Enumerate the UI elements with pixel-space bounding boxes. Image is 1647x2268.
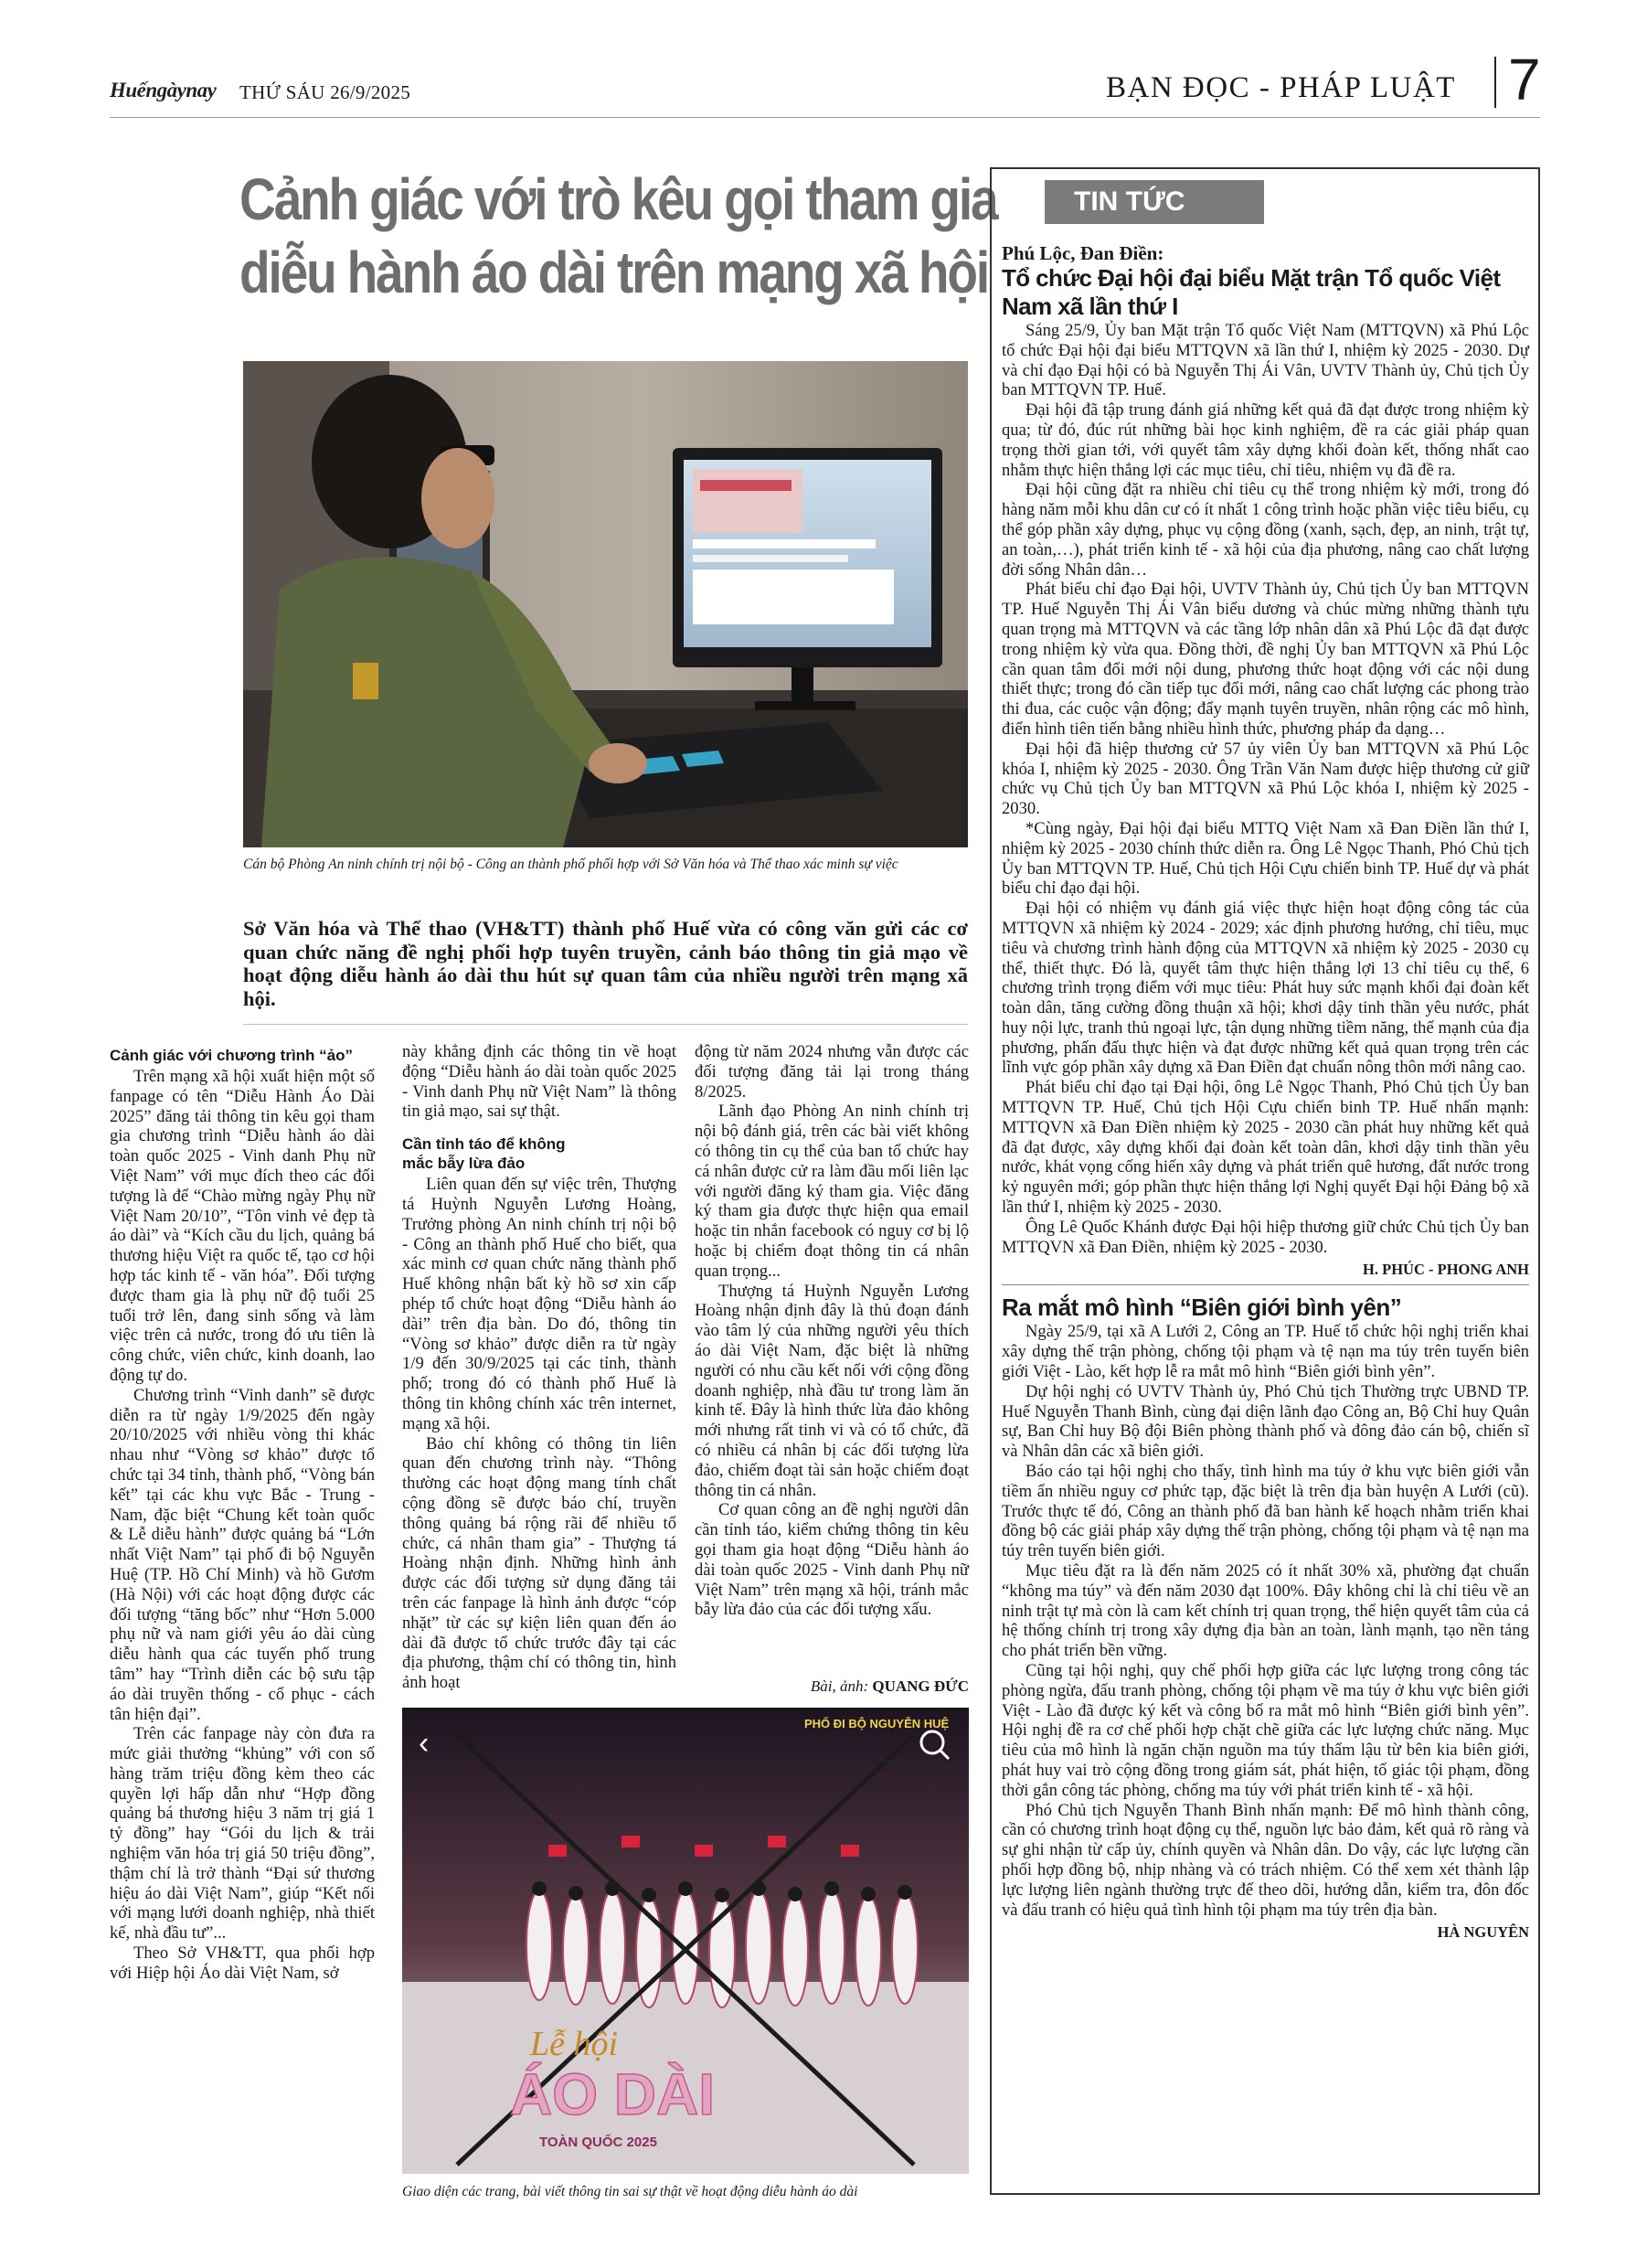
story2-paragraph: Ngày 25/9, tại xã A Lưới 2, Công an TP. Huế tổ chức hội nghị triển khai xây dựng thế trận phòng, chống tội phạm và tệ nạn ma túy trên tuyến biên giới Việt - Lào, kết hợp lễ ra mắt mô hình “Biên giới bình yên”.	[1002, 1322, 1529, 1382]
festival-logo-script: Lễ hội	[530, 2025, 619, 2063]
photo-fake-parade-screenshot	[402, 1708, 969, 2174]
issue-date: THỨ SÁU 26/9/2025	[239, 81, 411, 103]
col2-paragraph: này khẳng định các thông tin về hoạt động “Diễu hành áo dài toàn quốc 2025 - Vinh danh Phụ nữ Việt Nam” là thông tin giả mạo, sai sự thật.	[402, 1042, 676, 1122]
article-column-1	[110, 1042, 375, 1984]
masthead-logo: Huếngàynay	[110, 79, 217, 101]
story2-paragraph: Báo cáo tại hội nghị cho thấy, tình hình ma túy ở khu vực biên giới vẫn tiềm ẩn nhiều nguy cơ phức tạp, đặc biệt là trên địa bàn huyện A Lưới (cũ). Trước thực tế đó, Công an thành phố đã ban hành kế hoạch nhằm triển khai đồng bộ các giải pháp xây dựng thế trận phòng, chống tội phạm và tệ nạn ma túy trên tuyến biên giới.	[1002, 1462, 1529, 1561]
story1-paragraph: *Cùng ngày, Đại hội đại biểu MTTQ Việt Nam xã Đan Điền lần thứ I, nhiệm kỳ 2025 - 2030 chính thức diễn ra. Ông Lê Ngọc Thanh, Phó Chủ tịch Ủy ban MTTQVN TP. Huế, Chủ tịch Hội Cựu chiến binh TP. Huế dự và phát biểu chỉ đạo đại hội.	[1002, 818, 1529, 899]
byline-prefix: Bài, ảnh:	[810, 1677, 869, 1695]
story2-title: Ra mắt mô hình “Biên giới bình yên”	[1002, 1294, 1402, 1322]
story1-title	[1002, 264, 1529, 321]
story2-paragraph: Phó Chủ tịch Nguyễn Thanh Bình nhấn mạnh: Để mô hình thành công, cần có chương trình hoạt động cụ thể, nguồn lực bảo đảm, kết quả rõ ràng và sự ghi nhận từ cấp ủy, chính quyền và Nhân dân. Do vậy, các lực lượng cần phối hợp đồng bộ, nhịp nhàng và có trách nhiệm. Có thể xem xét thành lập lực lượng liên ngành thường trực để theo dõi, hướng dẫn, kiểm tra, đôn đốc và đấu tranh có hiệu quả tình hình tội phạm ma túy trên địa bàn.	[1002, 1800, 1529, 1920]
story1-paragraph: Đại hội có nhiệm vụ đánh giá việc thực hiện hoạt động công tác của MTTQVN xã nhiệm kỳ 2024 - 2029; xác định phương hướng, chỉ tiêu, mục tiêu và chương trình hành động của MTTQVN xã nhiệm kỳ 2025 - 2030 cụ thể, thiết thực. Đó là, quyết tâm thực hiện thắng lợi 13 chỉ tiêu cụ thể, 6 chương trình trọng điểm với mục tiêu: Phát huy sức mạnh khối đại đoàn kết toàn dân, tăng cường đồng thuận xã hội; khơi dậy tinh thần yêu nước, phát huy nội lực, tranh thủ ngoại lực, tận dụng những tiềm năng, thế mạnh của địa phương, phấn đấu thực hiện và đạt được những kết quả quan trọng trên các lĩnh vực góp phần xây dựng xã Đan Điền đạt chuẩn nông thôn mới nâng cao.	[1002, 899, 1529, 1078]
photo-officer-at-computer	[243, 361, 968, 847]
story1-kicker: Phú Lộc, Đan Điền:	[1002, 242, 1164, 264]
col1-paragraph: Trên các fanpage này còn đưa ra mức giải thưởng “khủng” với con số hàng trăm triệu đồng kèm theo các quyền lợi hấp dẫn như “Hợp đồng quảng bá thương hiệu 3 năm trị giá 1 tỷ đồng” hay “Gói du lịch & trải nghiệm văn hóa trị giá 50 triệu đồng”, thậm chí là trở thành “Đại sứ thương hiệu áo dài Việt Nam”, giúp “Kết nối với mạng lưới doanh nghiệp, nhà thiết kế, nhà đầu tư”...	[110, 1724, 375, 1943]
article-column-3	[695, 1042, 969, 1620]
col3-paragraph: Lãnh đạo Phòng An ninh chính trị nội bộ đánh giá, trên các bài viết không có thông tin cụ thể của ban tổ chức hay cá nhân được cử ra làm đầu mối liên lạc với người đăng ký tham gia. Việc đăng ký tham gia được thực hiện qua email hoặc tin nhắn facebook có nguy cơ bị lộ hoặc bị chiếm đoạt thông tin cá nhân quan trọng...	[695, 1102, 969, 1281]
story1-paragraph: Đại hội đã tập trung đánh giá những kết quả đã đạt được trong nhiệm kỳ qua; từ đó, đúc rút những bài học kinh nghiệm, đề ra các giải pháp quan trọng thời gian tới, với quyết tâm xây dựng khối đoàn kết, thống nhất cao nhằm thực hiện thắng lợi các mục tiêu, chỉ tiêu, nhiệm vụ đã đề ra.	[1002, 400, 1529, 480]
photo1-caption: Cán bộ Phòng An ninh chính trị nội bộ - Công an thành phố phối hợp với Sở Văn hóa và Thể thao xác minh sự việc	[243, 857, 898, 872]
article-column-2	[402, 1042, 676, 1693]
story1-paragraph: Đại hội cũng đặt ra nhiều chỉ tiêu cụ thể trong nhiệm kỳ mới, trong đó hàng năm mỗi khu dân cư có ít nhất 1 công trình hoặc phần việc tiêu biểu, cụ thể góp phần xây dựng, phục vụ cộng đồng (xanh, sạch, đẹp, an ninh, trật tự, an toàn,…), phát triển kinh tế - xã hội của địa phương, nâng cao chất lượng đời sống Nhân dân…	[1002, 480, 1529, 580]
col1-paragraph: Trên mạng xã hội xuất hiện một số fanpage có tên “Diễu Hành Áo Dài 2025” đăng tải thông tin kêu gọi tham gia chương trình “Diễu hành áo dài toàn quốc 2025 - Vinh danh Phụ nữ Việt Nam” với mục đích theo các đối tượng là để “Chào mừng ngày Phụ nữ Việt Nam 20/10”, “Tôn vinh vẻ đẹp tà áo dài” và “Kích cầu du lịch, quảng bá thương hiệu Việt ra quốc tế, tạo cơ hội hợp tác kinh tế - văn hóa”. Đối tượng được tham gia là phụ nữ độ tuổi 25 tuổi trở lên, đang sinh sống và làm việc trên cả nước, trong đó ưu tiên là công chức, viên chức, kinh doanh, lao động tự do.	[110, 1067, 375, 1385]
article-title-line-2: diễu hành áo dài trên mạng xã hội	[239, 240, 988, 305]
story1-title-line-2: Nam xã lần thứ I	[1002, 293, 1178, 320]
story2-byline: HÀ NGUYÊN	[1437, 1923, 1529, 1942]
subhead-alert-line-1: Cần tỉnh táo để không	[402, 1135, 566, 1154]
col1-paragraph: Theo Sở VH&TT, qua phối hợp với Hiệp hội Áo dài Việt Nam, sở	[110, 1943, 375, 1983]
story1-paragraph: Sáng 25/9, Ủy ban Mặt trận Tổ quốc Việt Nam (MTTQVN) xã Phú Lộc tổ chức Đại hội đại biểu MTTQVN xã lần thứ I, nhiệm kỳ 2025 - 2030. Dự và chỉ đạo Đại hội có bà Nguyễn Thị Ái Vân, UVTV Thành ủy, Chủ tịch Ủy ban MTTQVN TP. Huế.	[1002, 321, 1529, 400]
article-title-line-1: Cảnh giác với trò kêu gọi tham gia	[239, 166, 997, 232]
col3-paragraph: động từ năm 2024 nhưng vẫn được các đối tượng đăng tải lại trong tháng 8/2025.	[695, 1042, 969, 1102]
article-title	[239, 163, 997, 309]
col3-paragraph: Thượng tá Huỳnh Nguyễn Lương Hoàng nhận định đây là thủ đoạn đánh vào tâm lý của những người yêu thích áo dài Việt Nam, đặc biệt là những người có nhu cầu kết nối với cộng đồng doanh nghiệp, nhà đầu tư trong làm ăn kinh tế. Đây là hình thức lừa đảo không mới nhưng rất tinh vi và có tổ chức, đã có nhiều cá nhân bị các đối tượng lừa đảo, chiếm đoạt tài sản hoặc chiếm đoạt thông tin cá nhân.	[695, 1281, 969, 1500]
photo-officer-illustration	[243, 361, 968, 847]
sidebar-label: TIN TỨC	[1045, 180, 1264, 224]
article-byline	[695, 1677, 969, 1696]
article-lead: Sở Văn hóa và Thể thao (VH&TT) thành phố Huế vừa có công văn gửi các cơ quan chức năng đề nghị phối hợp tuyên truyền, cảnh báo thông tin giả mạo về hoạt động diễu hành áo dài thu hút sự quan tâm của nhiều người trên mạng xã hội.	[243, 917, 968, 1010]
header-divider	[1494, 57, 1496, 108]
story-divider	[1002, 1284, 1529, 1285]
festival-logo-sub: TOÀN QUỐC 2025	[539, 2135, 657, 2150]
col1-paragraph: Chương trình “Vinh danh” sẽ được diễn ra từ ngày 1/9/2025 đến ngày 20/10/2025 với nhiều vòng thi khác nhau như “Vòng sơ khảo” được tổ chức tại 34 tỉnh, thành phố, “Vòng bán kết” tại các khu vực Bắc - Trung - Nam, đặc biệt “Chung kết toàn quốc & Lễ diễu hành” được quảng bá “Lớn nhất Việt Nam” tại phố đi bộ Nguyễn Huệ (TP. Hồ Chí Minh) và hồ Gươm (Hà Nội) với các hoạt động được các đối tượng “tăng bốc” như “Hơn 5.000 phụ nữ và nam giới yêu áo dài cùng diễu hành qua các tuyến phố trung tâm” hay “Trình diễn các bộ sưu tập áo dài truyền thống - cổ phục - cách tân hiện đại”.	[110, 1385, 375, 1724]
story2-paragraph: Dự hội nghị có UVTV Thành ủy, Phó Chủ tịch Thường trực UBND TP. Huế Nguyễn Thanh Bình, cùng đại diện lãnh đạo Công an, Bộ Chỉ huy Quân sự, Ban Chỉ huy Bộ đội Biên phòng thành phố và đông đảo cán bộ, chiến sĩ và Nhân dân các xã biên giới.	[1002, 1381, 1529, 1462]
col2-paragraph: Bảo chí không có thông tin liên quan đến chương trình này. “Thông thường các hoạt động mang tính chất cộng đồng sẽ được báo chí, truyền thông quảng bá rộng rãi để nhiều tổ chức, cá nhân tham gia” - Thượng tá Hoàng nhận định. Những hình ảnh được các đối tượng sử dụng đăng tải trên các fanpage là hình ảnh được “cóp nhặt” từ các sự kiện liên quan đến áo dài đã được tổ chức trước đây tại các địa phương, thậm chí có thông tin, hình ảnh hoạt	[402, 1433, 676, 1693]
header-rule	[110, 117, 1540, 118]
chevron-left-icon: ‹	[419, 1726, 430, 1761]
festival-logo-main: ÁO DÀI	[510, 2061, 715, 2127]
story1-paragraph: Phát biểu chỉ đạo Đại hội, UVTV Thành ủy, Chủ tịch Ủy ban MTTQVN TP. Huế Nguyễn Thị Ái Vân biểu dương và chúc mừng những thành tựu quan trọng mà MTTQVN và các tầng lớp nhân dân xã Phú Lộc đã đạt được trong nhiệm kỳ vừa qua. Đồng thời, đề nghị Ủy ban MTTQVN xã Phú Lộc cần quan tâm đổi mới nội dung, phương thức hoạt động với các nội dung thiết thực; trong đó cần tiếp tục đổi mới, nâng cao chất lượng các phong trào thi đua, các cuộc vận động; đẩy mạnh tuyên truyền, nhân rộng các mô hình, điển hình tiên tiến bằng nhiều hình thức, phương pháp đa dạng…	[1002, 580, 1529, 739]
page-number: 7	[1508, 47, 1541, 112]
story1-byline: H. PHÚC - PHONG ANH	[1363, 1261, 1529, 1279]
story1-paragraph: Phát biểu chỉ đạo tại Đại hội, ông Lê Ngọc Thanh, Phó Chủ tịch Ủy ban MTTQVN TP. Huế, Chủ tịch Hội Cựu chiến binh TP. Huế nhấn mạnh: MTTQVN xã Đan Điền nhiệm kỳ 2025 - 2030 cần phát huy những kết quả đã đạt được, xây dựng khối đại đoàn kết toàn dân, khơi dậy tinh thần yêu nước, khát vọng cống hiến xây dựng và phát triển quê hương, đất nước trong kỷ nguyên mới; góp phần thực hiện thắng lợi Nghị quyết Đại hội Đảng bộ xã lần thứ I, nhiệm kỳ 2025 - 2030.	[1002, 1078, 1529, 1218]
parade-banner: PHỐ ĐI BỘ NGUYỄN HUỆ	[804, 1717, 950, 1730]
subhead-alert-line-2: mắc bẫy lừa đảo	[402, 1155, 526, 1173]
col2-paragraph: Liên quan đến sự việc trên, Thượng tá Huỳnh Nguyễn Lương Hoàng, Trưởng phòng An ninh chính trị nội bộ - Công an thành phố Huế cho biết, qua xác minh cơ quan chức năng thành phố Huế không nhận bất kỳ hồ sơ xin cấp phép tổ chức hoạt động “Diễu hành áo dài” trên địa bàn. Do đó, thông tin “Vòng sơ khảo” được diễn ra từ ngày 1/9 đến 30/9/2025 tại các tỉnh, thành phố; trong đó có thành phố Huế là thông tin không chính xác trên internet, mạng xã hội.	[402, 1175, 676, 1433]
sidebar-story-congress	[1002, 242, 1529, 1942]
lead-rule	[243, 1024, 968, 1025]
col3-paragraph: Cơ quan công an đề nghị người dân cần tỉnh táo, kiểm chứng thông tin kêu gọi tham gia hoạt động “Diễu hành áo dài toàn quốc 2025 - Vinh danh Phụ nữ Việt Nam” trên mạng xã hội, tránh mắc bẫy lừa đảo của các đối tượng xấu.	[695, 1500, 969, 1620]
parade-illustration	[402, 1708, 969, 2174]
story1-paragraph: Ông Lê Quốc Khánh được Đại hội hiệp thương giữ chức Chủ tịch Ủy ban MTTQVN xã Đan Điền, nhiệm kỳ 2025 - 2030.	[1002, 1217, 1529, 1257]
story1-paragraph: Đại hội đã hiệp thương cử 57 ủy viên Ủy ban MTTQVN xã Phú Lộc khóa I, nhiệm kỳ 2025 - 2030. Ông Trần Văn Nam được hiệp thương cử giữ chức vụ Chủ tịch Ủy ban MTTQVN xã Phú Lộc khóa I, nhiệm kỳ 2025 - 2030.	[1002, 739, 1529, 819]
story1-title-line-1: Tổ chức Đại hội đại biểu Mặt trận Tổ quốc Việt	[1002, 264, 1501, 292]
story2-paragraph: Cũng tại hội nghị, quy chế phối hợp giữa các lực lượng trong công tác phòng ngừa, đấu tranh phòng, chống tội phạm về ma túy ở khu vực biên giới Việt - Lào đã được ký kết và công bố ra mắt mô hình “Biên giới bình yên”. Hội nghị đề ra cơ chế phối hợp chặt chẽ giữa các lực lượng chức năng. Mục tiêu của mô hình là ngăn chặn nguồn ma túy thẩm lậu từ bên kia biên giới, phát huy vai trò cộng đồng trong giám sát, phát hiện, tố giác tội phạm, đồng thời gắn công tác phòng, chống ma túy với phát triển kinh tế - xã hội.	[1002, 1661, 1529, 1800]
byline-name: QUANG ĐỨC	[872, 1677, 969, 1695]
section-title: BẠN ĐỌC - PHÁP LUẬT	[1106, 71, 1456, 104]
photo2-caption: Giao diện các trang, bài viết thông tin sai sự thật về hoạt động diễu hành áo dài	[402, 2184, 858, 2199]
subhead-cautious: Cảnh giác với chương trình “ảo”	[110, 1047, 354, 1064]
subhead-alert	[402, 1134, 676, 1173]
story2-paragraph: Mục tiêu đặt ra là đến năm 2025 có ít nhất 30% xã, phường đạt chuẩn “không ma túy” và đến năm 2030 đạt 100%. Đây không chỉ là chỉ tiêu về an ninh trật tự mà còn là cam kết chính trị quan trọng, thể hiện quyết tâm của cả hệ thống chính trị trong xây dựng địa bàn an toàn, lành mạnh, tạo nền tảng cho phát triển bền vững.	[1002, 1561, 1529, 1661]
